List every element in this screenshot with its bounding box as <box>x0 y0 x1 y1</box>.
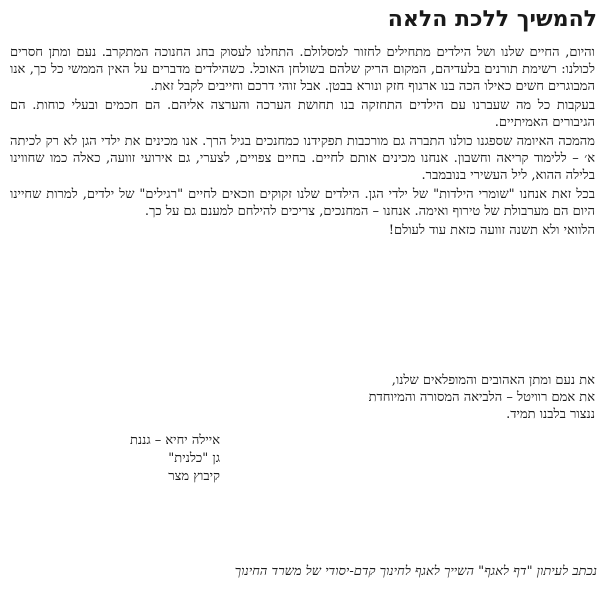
signature-line: קיבוץ מצר <box>168 469 220 484</box>
signature-line: איילה יחיא – גננת <box>129 433 220 448</box>
closing-line: את נעם ומתן האהובים והמופלאים שלנו, <box>391 373 595 388</box>
document-body <box>10 44 595 241</box>
signature-line: גן "כלנית" <box>168 451 220 466</box>
body-paragraph: בעקבות כל מה שעברנו עם הילדים התחזקה בנו תחושת הערכה והערצה אליהם. הם חכמים ובעלי כוחות. הם הגיבורים האמיתיים. <box>10 98 595 130</box>
footer-note: נכתב לעיתון "דף לאגף" השייך לאגף לחינוך קדם-יסודי של משרד החינוך <box>234 564 597 579</box>
body-paragraph: הלוואי ולא תשנה זוועה כזאת עוד לעולם! <box>388 223 595 238</box>
closing-lines <box>10 372 595 423</box>
signature-block <box>60 432 220 486</box>
body-paragraph: מהמכה האיומה שספגנו כולנו התברה גם מורכבות תפקידנו כמחנכים בגיל הרך. אנו מכינים את ילדי הגן לא רק לכיתה א׳ – ללימוד קריאה וחשבון. אנחנו מכינים אותם לחיים. בחיים צפויים, לצערי, גם אירועי זוועה, כאלה כמו שחווינו בלילה ההוא, ליל העשירי בנובמבר. <box>10 134 595 183</box>
closing-line: את אמם רוויטל – הלביאה המסורה והמיוחדת <box>368 390 595 405</box>
document-title: להמשיך ללכת הלאה <box>387 7 597 32</box>
closing-line: ננצור בלבנו תמיד. <box>506 407 595 422</box>
body-paragraph: בכל זאת אנחנו "שומרי הילדות" של ילדי הגן. הילדים שלנו זקוקים וזכאים לחיים "רגילים" של ילדים, למרות שחיינו היום הם מערבולת של טירוף ואימה. אנחנו – המחנכים, צריכים להילחם למענם גם על כך. <box>10 187 595 219</box>
body-paragraph: והיום, החיים שלנו ושל הילדים מתחילים לחזור למסלולם. התחלנו לעסוק בחג החנוכה המתקרב. נעם ומתן חסרים לכולנו: רשימת תורנים בלעדיהם, המקום הריק שלהם בשולחן האוכל. כשהילדים מדברים על האין הממשי כל כך, אנו המבוגרים חשים כאילו הכה בנו ארגוף חזק ונורא בבטן. אבל זוהי דרכם וחייבים לקבל זאת. <box>10 45 595 94</box>
